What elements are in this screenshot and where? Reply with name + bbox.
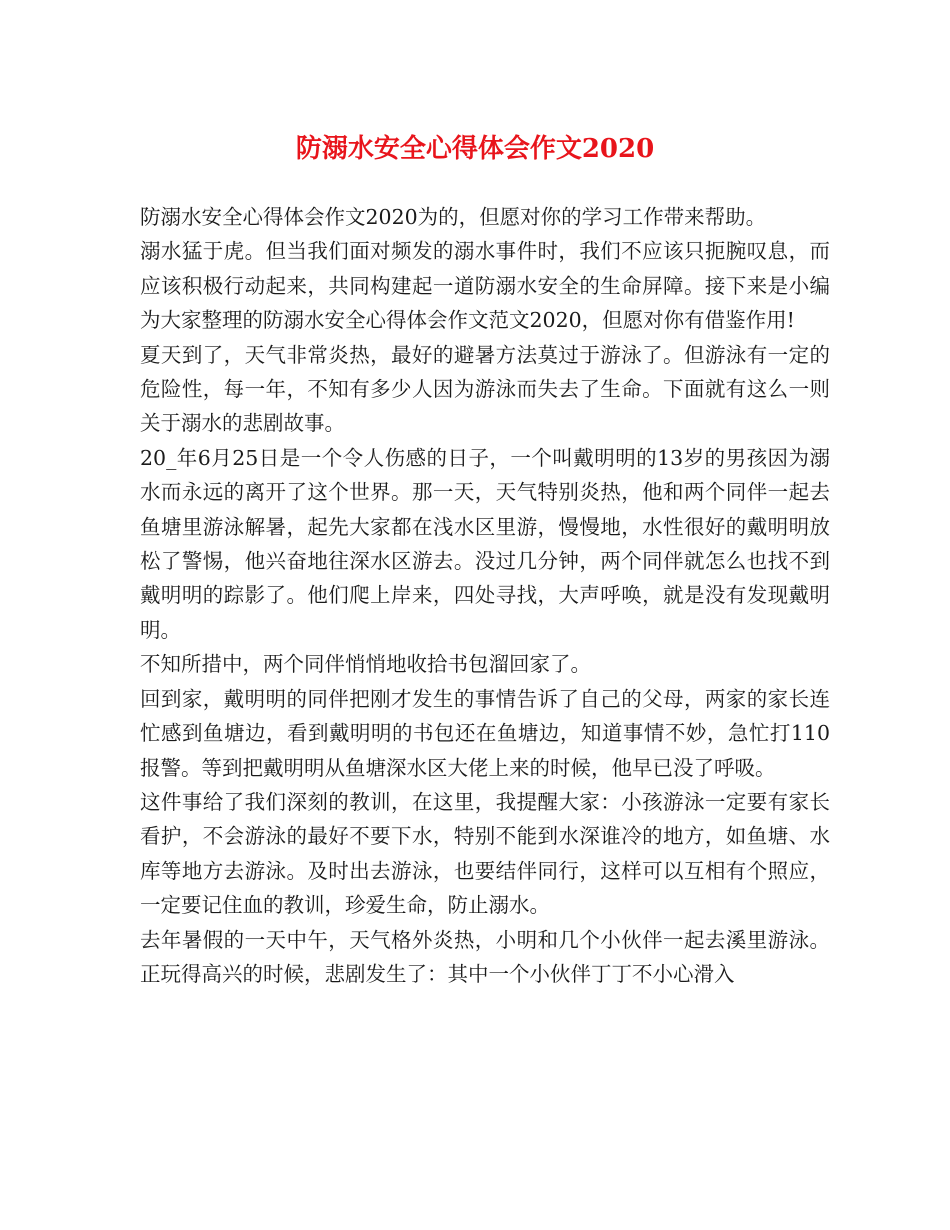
document-body [140,200,830,991]
document-title: 防溺水安全心得体会作文2020 [295,134,655,164]
paragraph-1: 防溺水安全心得体会作文2020为的，但愿对你的学习工作带来帮助。 [140,205,767,229]
paragraph-6: 回到家，戴明明的同伴把刚才发生的事情告诉了自己的父母，两家的家长连忙感到鱼塘边，看到戴明明的书包还在鱼塘边，知道事情不妙，急忙打110报警。等到把戴明明从鱼塘深水区大佬上来的时候，他早已没了呼吸。 [140,686,830,780]
paragraph-8: 去年暑假的一天中午，天气格外炎热，小明和几个小伙伴一起去溪里游泳。正玩得高兴的时候，悲剧发生了：其中一个小伙伴丁丁不小心滑入 [140,927,830,986]
paragraph-5: 不知所措中，两个同伴悄悄地收拾书包溜回家了。 [140,652,591,677]
paragraph-7: 这件事给了我们深刻的教训，在这里，我提醒大家：小孩游泳一定要有家长看护，不会游泳的最好不要下水，特别不能到水深谁冷的地方，如鱼塘、水库等地方去游泳。及时出去游泳，也要结伴同行，这样可以互相有个照应，一定要记住血的教训，珍爱生命，防止溺水。 [140,789,830,918]
paragraph-4: 20_年6月25日是一个令人伤感的日子，一个叫戴明明的13岁的男孩因为溺水而永远的离开了这个世界。那一天，天气特别炎热，他和两个同伴一起去鱼塘里游泳解暑，起先大家都在浅水区里游，慢慢地，水性很好的戴明明放松了警惕，他兴奋地往深水区游去。没过几分钟，两个同伴就怎么也找不到戴明明的踪影了。他们爬上岸来，四处寻找，大声呼唤，就是没有发现戴明明。 [140,445,830,642]
paragraph-3: 夏天到了，天气非常炎热，最好的避暑方法莫过于游泳了。但游泳有一定的危险性，每一年，不知有多少人因为游泳而失去了生命。下面就有这么一则关于溺水的悲剧故事。 [140,342,830,436]
paragraph-2: 溺水猛于虎。但当我们面对频发的溺水事件时，我们不应该只扼腕叹息，而应该积极行动起来，共同构建起一道防溺水安全的生命屏障。接下来是小编为大家整理的防溺水安全心得体会作文范文2020，但愿对你有借鉴作用! [140,239,830,333]
